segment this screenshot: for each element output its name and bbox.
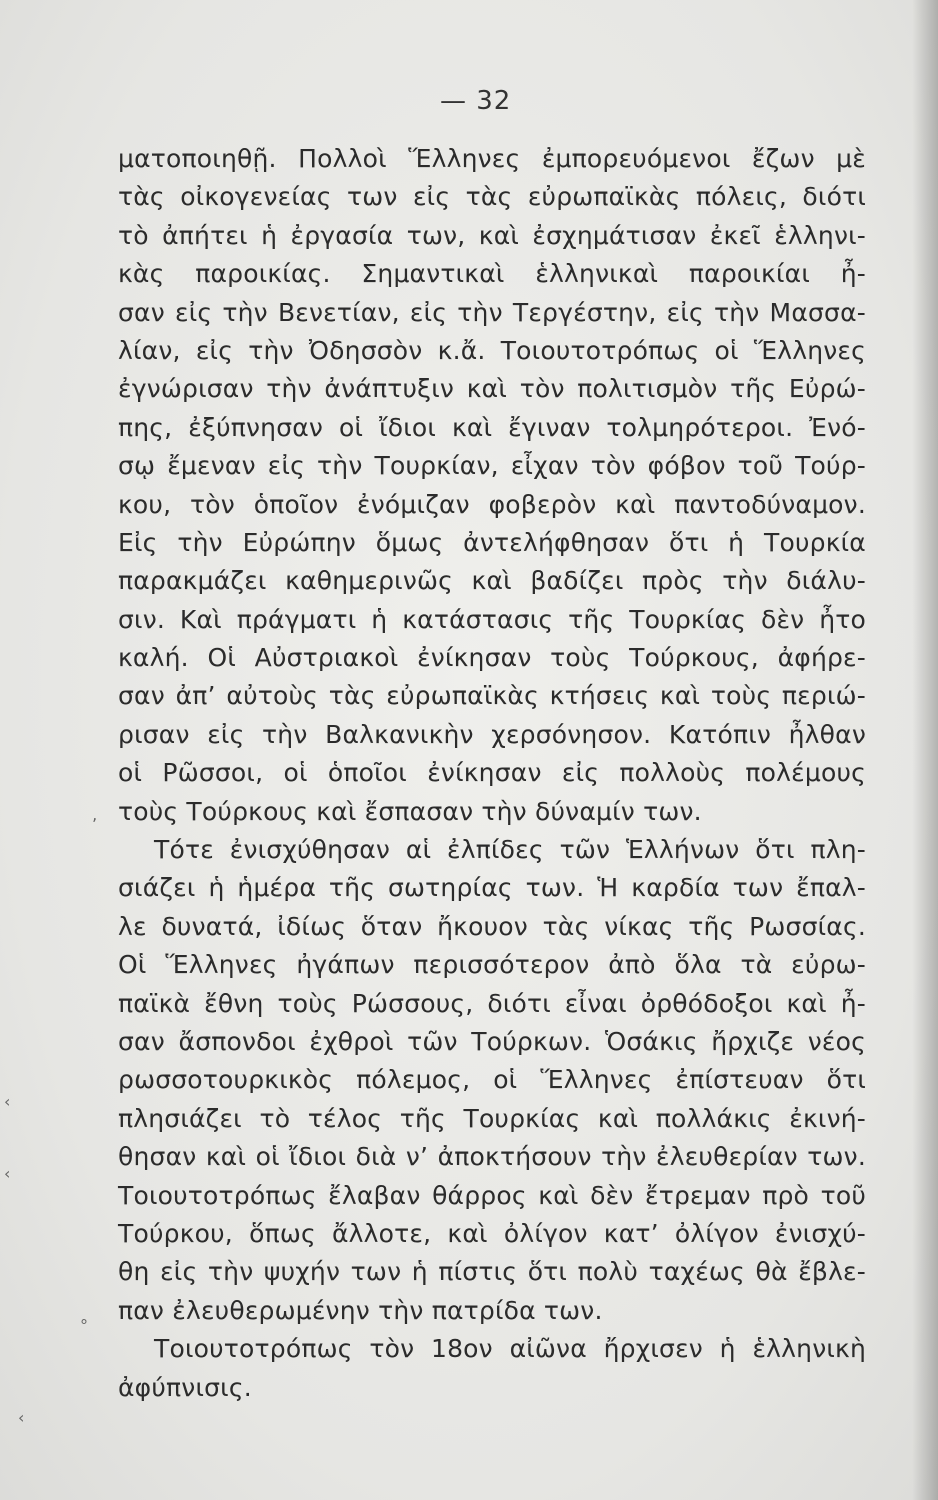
text-line: παρακμάζει καθημερινῶς καὶ βαδίζει πρὸς τὴν διάλυ-: [118, 566, 866, 596]
page-edge-shadow: [912, 0, 938, 1500]
margin-speck: °: [80, 1316, 88, 1335]
text-line: ἐγνώρισαν τὴν ἀνάπτυξιν καὶ τὸν πολιτισμὸν τῆς Εὐρώ-: [118, 374, 866, 404]
text-line: τὰς οἰκογενείας των εἰς τὰς εὐρωπαϊκὰς πόλεις, διότι: [118, 182, 866, 212]
text-line: τὸ ἀπήτει ἡ ἐργασία των, καὶ ἐσχημάτισαν ἐκεῖ ἑλληνι-: [118, 220, 866, 250]
text-line: ρισαν εἰς τὴν Βαλκανικὴν χερσόνησον. Κατόπιν ἦλθαν: [118, 719, 866, 749]
margin-speck: ‚: [92, 805, 98, 824]
text-line: Τούρκου, ὅπως ἄλλοτε, καὶ ὀλίγον κατ’ ὀλίγον ἐνισχύ-: [118, 1218, 866, 1248]
text-line: σαν εἰς τὴν Βενετίαν, εἰς τὴν Τεργέστην, εἰς τὴν Μασσα-: [118, 297, 866, 327]
body-text: [118, 140, 866, 1407]
page-number: — 32: [440, 86, 512, 116]
text-line: λε δυνατά, ἰδίως ὅταν ἤκουον τὰς νίκας τῆς Ρωσσίας.: [118, 911, 866, 941]
text-line: Οἱ Ἕλληνες ἠγάπων περισσότερον ἀπὸ ὅλα τὰ εὐρω-: [118, 950, 866, 980]
text-line: ἀφύπνισις.: [118, 1372, 252, 1402]
text-line: Εἰς τὴν Εὐρώπην ὅμως ἀντελήφθησαν ὅτι ἡ Τουρκία: [118, 527, 866, 557]
text-line: οἱ Ρῶσσοι, οἱ ὁποῖοι ἐνίκησαν εἰς πολλοὺς πολέμους: [118, 758, 866, 788]
text-line: σιν. Καὶ πράγματι ἡ κατάστασις τῆς Τουρκίας δὲν ἦτο: [118, 604, 866, 634]
text-line: Τοιουτοτρόπως τὸν 18ον αἰῶνα ἤρχισεν ἡ ἑλληνικὴ: [154, 1334, 866, 1364]
margin-speck: ‹: [18, 1408, 25, 1427]
text-line: τοὺς Τούρκους καὶ ἔσπασαν τὴν δύναμίν των.: [118, 796, 702, 826]
text-line: πλησιάζει τὸ τέλος τῆς Τουρκίας καὶ πολλάκις ἐκινή-: [118, 1103, 866, 1133]
text-line: σαν ἀπ’ αὐτοὺς τὰς εὐρωπαϊκὰς κτήσεις καὶ τοὺς περιώ-: [118, 681, 866, 711]
text-line: ματοποιηθῇ. Πολλοὶ Ἕλληνες ἐμπορευόμενοι ἔζων μὲ: [118, 144, 866, 173]
text-line: παϊκὰ ἔθνη τοὺς Ρώσσους, διότι εἶναι ὀρθόδοξοι καὶ ἦ-: [118, 988, 866, 1018]
text-line: καλή. Οἱ Αὐστριακοὶ ἐνίκησαν τοὺς Τούρκους, ἀφήρε-: [118, 643, 866, 673]
margin-speck: ‹: [4, 1092, 11, 1111]
text-line: σαν ἄσπονδοι ἐχθροὶ τῶν Τούρκων. Ὁσάκις ἤρχιζε νέος: [118, 1026, 866, 1056]
text-line: σιάζει ἡ ἡμέρα τῆς σωτηρίας των. Ἡ καρδία των ἔπαλ-: [118, 873, 866, 903]
text-line: λίαν, εἰς τὴν Ὀδησσὸν κ.ἄ. Τοιουτοτρόπως οἱ Ἕλληνες: [118, 335, 866, 365]
text-line: θη εἰς τὴν ψυχήν των ἡ πίστις ὅτι πολὺ ταχέως θὰ ἔβλε-: [118, 1257, 866, 1287]
text-line: κὰς παροικίας. Σημαντικαὶ ἑλληνικαὶ παροικίαι ἦ-: [118, 259, 866, 289]
text-line: παν ἐλευθερωμένην τὴν πατρίδα των.: [118, 1295, 603, 1325]
text-line: θησαν καὶ οἱ ἴδιοι διὰ ν’ ἀποκτήσουν τὴν ἐλευθερίαν των.: [118, 1142, 866, 1172]
text-line: ρωσσοτουρκικὸς πόλεμος, οἱ Ἕλληνες ἐπίστευαν ὅτι: [118, 1065, 866, 1095]
text-line: σῳ ἔμεναν εἰς τὴν Τουρκίαν, εἶχαν τὸν φόβον τοῦ Τούρ-: [118, 451, 866, 481]
text-line: πης, ἐξύπνησαν οἱ ἴδιοι καὶ ἔγιναν τολμηρότεροι. Ἐνό-: [118, 412, 866, 442]
margin-speck: ‹: [4, 1164, 11, 1183]
text-line: Τότε ἐνισχύθησαν αἱ ἐλπίδες τῶν Ἑλλήνων ὅτι πλη-: [154, 835, 866, 865]
text-line: κου, τὸν ὁποῖον ἐνόμιζαν φοβερὸν καὶ παντοδύναμον.: [118, 489, 866, 519]
text-line: Τοιουτοτρόπως ἔλαβαν θάρρος καὶ δὲν ἔτρεμαν πρὸ τοῦ: [118, 1180, 866, 1210]
